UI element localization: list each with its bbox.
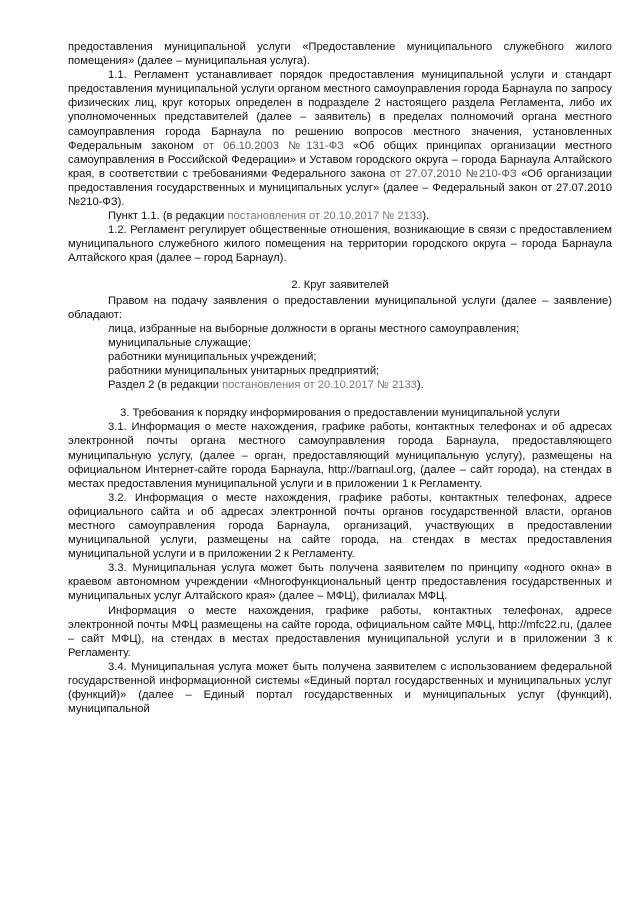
paragraph-1-1-note <box>68 209 612 223</box>
paragraph-1-1-text-d: «Об организации предоставления государственных и муниципальных услуг» (далее – Федеральный закон от 27.07.2010 №210-ФЗ). <box>68 167 613 209</box>
applicant-item: лица, избранные на выборные должности в органы местного самоуправления; <box>108 322 520 335</box>
note-end: ). <box>416 379 424 392</box>
section-2-intro: Правом на подачу заявления о предоставлении муниципальной услуги (далее – заявление) обладают: <box>68 294 612 321</box>
note-end: ). <box>422 210 430 223</box>
note-text: Раздел 2 (в редакции <box>108 379 223 392</box>
section-2-heading: 2. Круг заявителей <box>291 278 389 291</box>
applicant-item: работники муниципальных унитарных предприятий; <box>108 365 380 378</box>
paragraph-3-1: 3.1. Информация о месте нахождения, графике работы, контактных телефонах и об адресах электронной почты органа местного самоуправления города Барнаула, предоставляющего муниципальную услугу, (далее – орган, предоставляющий муниципальную услугу), размещены на официальном Интернет-сайте города Барнаула, http://barnaul.org, (далее – сайт города), на стендах в местах предоставления муниципальной услуги и в приложении 1 к Регламенту. <box>68 421 612 490</box>
section-3-heading: 3. Требования к порядку информирования о предоставлении муниципальной услуги <box>120 407 560 420</box>
resolution-link[interactable]: постановления от 20.10.2017 № 2133 <box>227 210 423 223</box>
paragraph-3-3-info: Информация о месте нахождения, графике работы, контактных телефонах, адресе электронной почты МФЦ размещены на сайте города, официальном сайте МФЦ, http://mfc22.ru, (далее – сайт МФЦ), на стендах в местах предоставления муниципальной услуги и в приложении 3 к Регламенту. <box>68 604 612 659</box>
note-text: Пункт 1.1. (в редакции <box>108 210 228 223</box>
law-210-link[interactable]: от 27.07.2010 №210-ФЗ <box>389 167 517 180</box>
applicant-item: работники муниципальных учреждений; <box>108 350 317 363</box>
paragraph-3-2: 3.2. Информация о месте нахождения, графике работы, контактных телефонах, адресе официального сайта и об адресах электронной почты органов государственной власти, органов местного самоуправления города Барнаула, организаций, участвующих в предоставлении муниципальной услуги, размещены на сайте города, на стендах в местах предоставления муниципальной услуги и в приложении 2 к Регламенту. <box>68 491 612 561</box>
paragraph-1-1 <box>68 68 612 209</box>
intro-paragraph: предоставления муниципальной услуги «Предоставление муниципального служебного жилого помещения» (далее – муниципальная услуга). <box>68 41 612 68</box>
paragraph-1-1-text-a: 1.1. Регламент устанавливает порядок предоставления муниципальной услуги и стандарт предоставления муниципальной услуги органом местного самоуправления города Барнаула по запросу физических лиц, круг которых определен в подразделе 2 настоящего раздела Регламента, либо их уполномоченных представителей (далее – заявитель) в пределах полномочий органа местного самоуправления города Барнаула по решению вопросов местного значения, установленных Федеральным законом <box>68 69 612 152</box>
charter-link[interactable]: Уставом городского округа – города Барнаула Алтайского края <box>68 153 612 180</box>
section-2-note <box>68 378 612 392</box>
paragraph-1-1-text-b: «Об общих принципах организации местного самоуправления в Российской Федерации» и <box>68 139 612 166</box>
paragraph-1-1-text-c: , в соответствии с требованиями Федерального закона <box>91 167 390 180</box>
paragraph-3-3: 3.3. Муниципальная услуга может быть получена заявителем по принципу «одного окна» в краевом автономном учреждении «Многофункциональный центр предоставления государственных и муниципальных услуг Алтайского края» (далее – МФЦ), филиалах МФЦ. <box>68 562 612 603</box>
law-131-link[interactable]: от 06.10.2003 №131-ФЗ <box>202 139 344 152</box>
paragraph-1-2: 1.2. Регламент регулирует общественные отношения, возникающие в связи с предоставлением муниципального служебного жилого помещения на территории городского округа – города Барнаула Алтайского края (далее – город Барнаул). <box>68 224 612 265</box>
applicant-item: муниципальные служащие; <box>108 336 252 349</box>
resolution-link[interactable]: постановления от 20.10.2017 № 2133 <box>222 379 417 392</box>
paragraph-3-4: 3.4. Муниципальная услуга может быть получена заявителем с использованием федеральной государственной информационной системы «Единый портал государственных и муниципальных услуг (функций)» (далее – Единый портал государственных и муниципальных услуг (функций), муниципальной <box>68 660 612 716</box>
